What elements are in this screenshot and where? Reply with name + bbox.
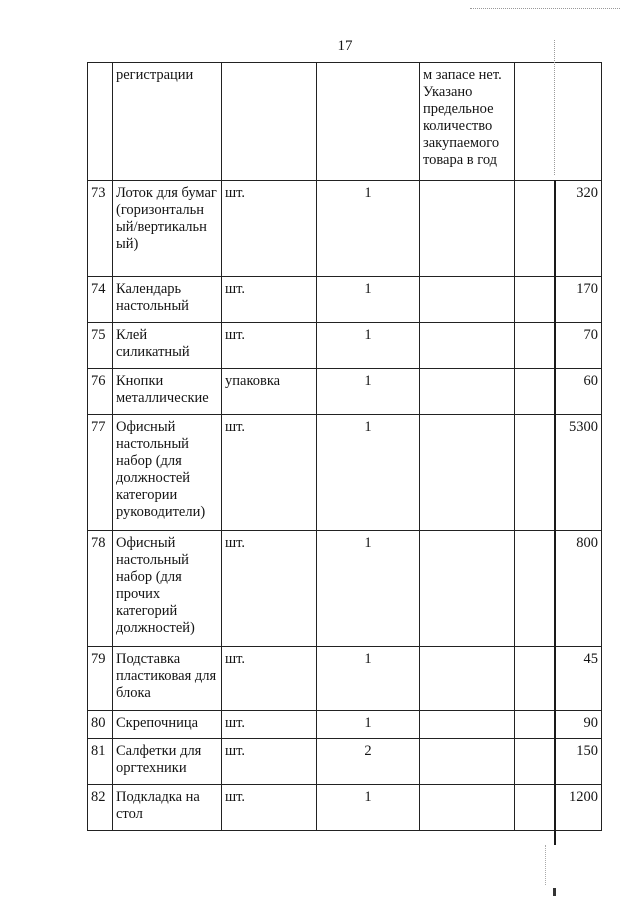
item-unit: шт.	[222, 711, 317, 739]
row-number: 82	[88, 785, 113, 831]
item-quantity: 1	[317, 415, 420, 531]
table-row	[88, 647, 602, 711]
item-note	[420, 785, 515, 831]
item-price: 90	[515, 711, 602, 739]
item-note	[420, 369, 515, 415]
page-number: 17	[337, 38, 353, 54]
scan-artifact-side-dots	[545, 845, 547, 885]
scan-artifact-dots	[554, 40, 556, 175]
item-quantity: 2	[317, 739, 420, 785]
item-quantity: 1	[317, 647, 420, 711]
row-number: 74	[88, 277, 113, 323]
item-price: 70	[515, 323, 602, 369]
row-number: 76	[88, 369, 113, 415]
item-note: м запасе нет. Указано предельное количество закупаемого товара в год	[420, 63, 515, 181]
item-quantity: 1	[317, 785, 420, 831]
scan-artifact-line	[554, 180, 556, 845]
row-number: 80	[88, 711, 113, 739]
row-number: 73	[88, 181, 113, 277]
item-quantity: 1	[317, 369, 420, 415]
table-row	[88, 711, 602, 739]
item-name: Салфетки для оргтехники	[113, 739, 222, 785]
table-row	[88, 181, 602, 277]
table-row	[88, 785, 602, 831]
table-row	[88, 415, 602, 531]
item-name: регистрации	[113, 63, 222, 181]
item-name: Офисный настольный набор (для должностей категории руководители)	[113, 415, 222, 531]
item-quantity: 1	[317, 711, 420, 739]
item-price: 1200	[515, 785, 602, 831]
table-row	[88, 63, 602, 181]
table-row	[88, 531, 602, 647]
item-note	[420, 181, 515, 277]
item-quantity: 1	[317, 181, 420, 277]
item-note	[420, 739, 515, 785]
item-quantity: 1	[317, 323, 420, 369]
item-price: 800	[515, 531, 602, 647]
items-table-body	[88, 63, 602, 831]
items-table	[87, 62, 602, 831]
item-unit: шт.	[222, 647, 317, 711]
item-unit: шт.	[222, 181, 317, 277]
item-name: Скрепочница	[113, 711, 222, 739]
scan-artifact-bottom	[553, 888, 556, 896]
item-note	[420, 323, 515, 369]
item-unit: шт.	[222, 739, 317, 785]
row-number: 78	[88, 531, 113, 647]
item-price: 170	[515, 277, 602, 323]
item-note	[420, 277, 515, 323]
item-quantity	[317, 63, 420, 181]
table-row	[88, 323, 602, 369]
item-name: Подставка пластиковая для блока	[113, 647, 222, 711]
item-unit: упаковка	[222, 369, 317, 415]
item-quantity: 1	[317, 277, 420, 323]
table-row	[88, 277, 602, 323]
item-note	[420, 415, 515, 531]
item-quantity: 1	[317, 531, 420, 647]
item-unit: шт.	[222, 531, 317, 647]
item-name: Клей силикатный	[113, 323, 222, 369]
item-price: 320	[515, 181, 602, 277]
item-price: 5300	[515, 415, 602, 531]
table-row	[88, 739, 602, 785]
item-name: Календарь настольный	[113, 277, 222, 323]
table-row	[88, 369, 602, 415]
item-unit: шт.	[222, 277, 317, 323]
item-note	[420, 531, 515, 647]
row-number: 75	[88, 323, 113, 369]
item-name: Офисный настольный набор (для прочих категорий должностей)	[113, 531, 222, 647]
item-price	[515, 63, 602, 181]
item-note	[420, 647, 515, 711]
item-unit: шт.	[222, 415, 317, 531]
item-price: 45	[515, 647, 602, 711]
item-note	[420, 711, 515, 739]
row-number: 79	[88, 647, 113, 711]
item-name: Подкладка на стол	[113, 785, 222, 831]
item-name: Кнопки металлические	[113, 369, 222, 415]
item-unit: шт.	[222, 785, 317, 831]
row-number: 81	[88, 739, 113, 785]
item-unit	[222, 63, 317, 181]
item-price: 150	[515, 739, 602, 785]
row-number: 77	[88, 415, 113, 531]
row-number	[88, 63, 113, 181]
scan-artifact-top	[470, 8, 620, 11]
item-unit: шт.	[222, 323, 317, 369]
item-price: 60	[515, 369, 602, 415]
item-name: Лоток для бумаг (горизонтальн ый/вертикальн ый)	[113, 181, 222, 277]
